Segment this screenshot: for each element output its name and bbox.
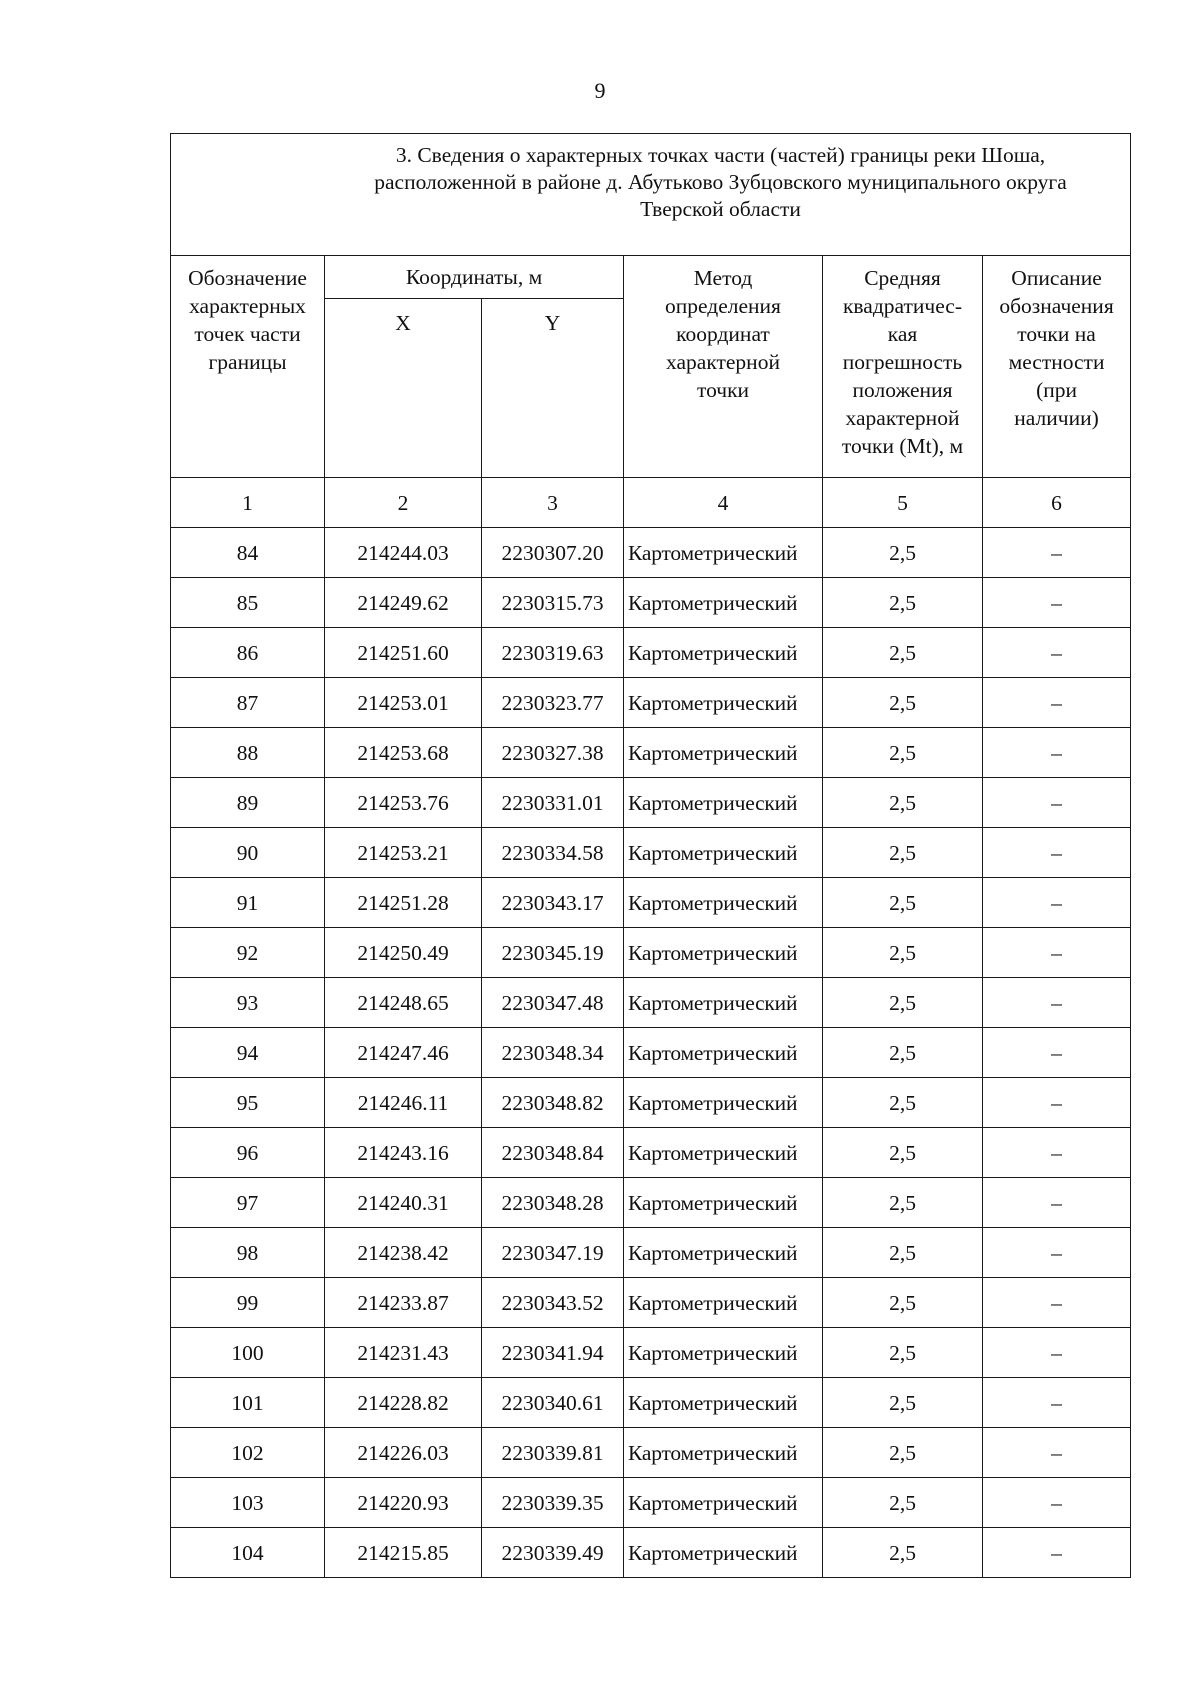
description-cell: – bbox=[983, 978, 1131, 1028]
method-cell: Картометрический bbox=[624, 528, 823, 578]
x-coordinate-cell: 214253.68 bbox=[325, 728, 482, 778]
description-cell: – bbox=[983, 1478, 1131, 1528]
x-coordinate-cell: 214251.28 bbox=[325, 878, 482, 928]
x-coordinate-cell: 214240.31 bbox=[325, 1178, 482, 1228]
y-coordinate-cell: 2230345.19 bbox=[482, 928, 624, 978]
y-coordinate-cell: 2230340.61 bbox=[482, 1378, 624, 1428]
description-cell: – bbox=[983, 1178, 1131, 1228]
point-cell: 104 bbox=[171, 1528, 325, 1578]
point-cell: 90 bbox=[171, 828, 325, 878]
x-coordinate-cell: 214226.03 bbox=[325, 1428, 482, 1478]
description-cell: – bbox=[983, 778, 1131, 828]
y-coordinate-cell: 2230307.20 bbox=[482, 528, 624, 578]
table-row bbox=[171, 1278, 1131, 1328]
description-cell: – bbox=[983, 928, 1131, 978]
description-cell: – bbox=[983, 528, 1131, 578]
header-y: Y bbox=[482, 299, 624, 478]
error-cell: 2,5 bbox=[823, 1228, 983, 1278]
point-cell: 102 bbox=[171, 1428, 325, 1478]
point-cell: 85 bbox=[171, 578, 325, 628]
header-error bbox=[823, 256, 983, 478]
error-cell: 2,5 bbox=[823, 728, 983, 778]
column-number: 1 bbox=[171, 478, 325, 528]
table-row bbox=[171, 878, 1131, 928]
column-number: 5 bbox=[823, 478, 983, 528]
y-coordinate-cell: 2230315.73 bbox=[482, 578, 624, 628]
y-coordinate-cell: 2230348.34 bbox=[482, 1028, 624, 1078]
table-row bbox=[171, 778, 1131, 828]
column-number: 3 bbox=[482, 478, 624, 528]
description-cell: – bbox=[983, 1278, 1131, 1328]
table-row bbox=[171, 1128, 1131, 1178]
point-cell: 99 bbox=[171, 1278, 325, 1328]
description-cell: – bbox=[983, 1528, 1131, 1578]
point-cell: 101 bbox=[171, 1378, 325, 1428]
characteristic-points-table bbox=[170, 133, 1131, 1578]
y-coordinate-cell: 2230334.58 bbox=[482, 828, 624, 878]
header-error-text: Средняя квадратичес- кая погрешность положения характерной точки (Mt), м bbox=[841, 266, 964, 458]
description-cell: – bbox=[983, 1228, 1131, 1278]
table-row bbox=[171, 928, 1131, 978]
table-row bbox=[171, 678, 1131, 728]
table-title-row bbox=[171, 134, 1131, 256]
error-cell: 2,5 bbox=[823, 1278, 983, 1328]
table-row bbox=[171, 978, 1131, 1028]
y-coordinate-cell: 2230347.48 bbox=[482, 978, 624, 1028]
method-cell: Картометрический bbox=[624, 1078, 823, 1128]
description-cell: – bbox=[983, 878, 1131, 928]
method-cell: Картометрический bbox=[624, 1228, 823, 1278]
method-cell: Картометрический bbox=[624, 1378, 823, 1428]
table-title bbox=[171, 134, 1131, 256]
y-coordinate-cell: 2230348.84 bbox=[482, 1128, 624, 1178]
x-coordinate-cell: 214253.76 bbox=[325, 778, 482, 828]
header-description-text: Описание обозначения точки на местности (при наличии) bbox=[999, 266, 1114, 430]
point-cell: 95 bbox=[171, 1078, 325, 1128]
header-method-text: Метод определения координат характерной точки bbox=[665, 266, 781, 402]
table-row bbox=[171, 628, 1131, 678]
header-description bbox=[983, 256, 1131, 478]
table-row bbox=[171, 728, 1131, 778]
method-cell: Картометрический bbox=[624, 728, 823, 778]
method-cell: Картометрический bbox=[624, 678, 823, 728]
header-x: X bbox=[325, 299, 482, 478]
point-cell: 89 bbox=[171, 778, 325, 828]
y-coordinate-cell: 2230339.81 bbox=[482, 1428, 624, 1478]
title-line-3: Тверской области bbox=[640, 197, 801, 221]
table-row bbox=[171, 828, 1131, 878]
table-row bbox=[171, 1378, 1131, 1428]
point-cell: 103 bbox=[171, 1478, 325, 1528]
description-cell: – bbox=[983, 728, 1131, 778]
error-cell: 2,5 bbox=[823, 978, 983, 1028]
point-cell: 97 bbox=[171, 1178, 325, 1228]
method-cell: Картометрический bbox=[624, 1478, 823, 1528]
y-coordinate-cell: 2230339.49 bbox=[482, 1528, 624, 1578]
point-cell: 91 bbox=[171, 878, 325, 928]
error-cell: 2,5 bbox=[823, 1478, 983, 1528]
table-row bbox=[171, 528, 1131, 578]
description-cell: – bbox=[983, 1378, 1131, 1428]
y-coordinate-cell: 2230347.19 bbox=[482, 1228, 624, 1278]
x-coordinate-cell: 214250.49 bbox=[325, 928, 482, 978]
x-coordinate-cell: 214238.42 bbox=[325, 1228, 482, 1278]
x-coordinate-cell: 214247.46 bbox=[325, 1028, 482, 1078]
y-coordinate-cell: 2230327.38 bbox=[482, 728, 624, 778]
y-coordinate-cell: 2230323.77 bbox=[482, 678, 624, 728]
table-row bbox=[171, 1328, 1131, 1378]
method-cell: Картометрический bbox=[624, 1278, 823, 1328]
error-cell: 2,5 bbox=[823, 878, 983, 928]
point-cell: 88 bbox=[171, 728, 325, 778]
method-cell: Картометрический bbox=[624, 1528, 823, 1578]
description-cell: – bbox=[983, 1078, 1131, 1128]
table-row bbox=[171, 578, 1131, 628]
x-coordinate-cell: 214244.03 bbox=[325, 528, 482, 578]
column-numbers-row bbox=[171, 478, 1131, 528]
error-cell: 2,5 bbox=[823, 928, 983, 978]
method-cell: Картометрический bbox=[624, 628, 823, 678]
table-row bbox=[171, 1428, 1131, 1478]
title-line-2: расположенной в районе д. Абутьково Зубцовского муниципального округа bbox=[374, 170, 1067, 194]
page-number: 9 bbox=[594, 78, 606, 103]
x-coordinate-cell: 214251.60 bbox=[325, 628, 482, 678]
column-number: 2 bbox=[325, 478, 482, 528]
header-method bbox=[624, 256, 823, 478]
x-coordinate-cell: 214253.01 bbox=[325, 678, 482, 728]
error-cell: 2,5 bbox=[823, 1078, 983, 1128]
x-coordinate-cell: 214249.62 bbox=[325, 578, 482, 628]
error-cell: 2,5 bbox=[823, 778, 983, 828]
point-cell: 84 bbox=[171, 528, 325, 578]
error-cell: 2,5 bbox=[823, 1178, 983, 1228]
point-cell: 87 bbox=[171, 678, 325, 728]
header-coordinates: Координаты, м bbox=[325, 256, 624, 299]
table-row bbox=[171, 1178, 1131, 1228]
description-cell: – bbox=[983, 628, 1131, 678]
x-coordinate-cell: 214246.11 bbox=[325, 1078, 482, 1128]
y-coordinate-cell: 2230331.01 bbox=[482, 778, 624, 828]
y-coordinate-cell: 2230319.63 bbox=[482, 628, 624, 678]
title-line-1: 3. Сведения о характерных точках части (частей) границы реки Шоша, bbox=[395, 143, 1046, 167]
header-row bbox=[171, 256, 1131, 299]
method-cell: Картометрический bbox=[624, 878, 823, 928]
y-coordinate-cell: 2230348.28 bbox=[482, 1178, 624, 1228]
error-cell: 2,5 bbox=[823, 1128, 983, 1178]
description-cell: – bbox=[983, 578, 1131, 628]
error-cell: 2,5 bbox=[823, 628, 983, 678]
description-cell: – bbox=[983, 828, 1131, 878]
y-coordinate-cell: 2230348.82 bbox=[482, 1078, 624, 1128]
header-point-designation bbox=[171, 256, 325, 478]
column-number: 6 bbox=[983, 478, 1131, 528]
method-cell: Картометрический bbox=[624, 1128, 823, 1178]
table-row bbox=[171, 1078, 1131, 1128]
error-cell: 2,5 bbox=[823, 1428, 983, 1478]
description-cell: – bbox=[983, 678, 1131, 728]
description-cell: – bbox=[983, 1428, 1131, 1478]
error-cell: 2,5 bbox=[823, 578, 983, 628]
x-coordinate-cell: 214253.21 bbox=[325, 828, 482, 878]
method-cell: Картометрический bbox=[624, 578, 823, 628]
x-coordinate-cell: 214233.87 bbox=[325, 1278, 482, 1328]
point-cell: 92 bbox=[171, 928, 325, 978]
error-cell: 2,5 bbox=[823, 678, 983, 728]
point-cell: 98 bbox=[171, 1228, 325, 1278]
method-cell: Картометрический bbox=[624, 1028, 823, 1078]
point-cell: 93 bbox=[171, 978, 325, 1028]
y-coordinate-cell: 2230339.35 bbox=[482, 1478, 624, 1528]
method-cell: Картометрический bbox=[624, 1328, 823, 1378]
error-cell: 2,5 bbox=[823, 528, 983, 578]
method-cell: Картометрический bbox=[624, 978, 823, 1028]
y-coordinate-cell: 2230343.52 bbox=[482, 1278, 624, 1328]
header-point-designation-text: Обозначение характерных точек части границы bbox=[188, 266, 307, 374]
table-row bbox=[171, 1028, 1131, 1078]
table-row bbox=[171, 1478, 1131, 1528]
description-cell: – bbox=[983, 1328, 1131, 1378]
table-row bbox=[171, 1228, 1131, 1278]
error-cell: 2,5 bbox=[823, 1378, 983, 1428]
x-coordinate-cell: 214243.16 bbox=[325, 1128, 482, 1178]
method-cell: Картометрический bbox=[624, 828, 823, 878]
error-cell: 2,5 bbox=[823, 1028, 983, 1078]
y-coordinate-cell: 2230343.17 bbox=[482, 878, 624, 928]
x-coordinate-cell: 214231.43 bbox=[325, 1328, 482, 1378]
error-cell: 2,5 bbox=[823, 1328, 983, 1378]
description-cell: – bbox=[983, 1028, 1131, 1078]
point-cell: 86 bbox=[171, 628, 325, 678]
x-coordinate-cell: 214215.85 bbox=[325, 1528, 482, 1578]
method-cell: Картометрический bbox=[624, 1178, 823, 1228]
x-coordinate-cell: 214248.65 bbox=[325, 978, 482, 1028]
table-row bbox=[171, 1528, 1131, 1578]
y-coordinate-cell: 2230341.94 bbox=[482, 1328, 624, 1378]
column-number: 4 bbox=[624, 478, 823, 528]
method-cell: Картометрический bbox=[624, 778, 823, 828]
point-cell: 94 bbox=[171, 1028, 325, 1078]
points-table-body bbox=[171, 134, 1131, 1578]
x-coordinate-cell: 214228.82 bbox=[325, 1378, 482, 1428]
x-coordinate-cell: 214220.93 bbox=[325, 1478, 482, 1528]
point-cell: 100 bbox=[171, 1328, 325, 1378]
method-cell: Картометрический bbox=[624, 928, 823, 978]
error-cell: 2,5 bbox=[823, 1528, 983, 1578]
point-cell: 96 bbox=[171, 1128, 325, 1178]
method-cell: Картометрический bbox=[624, 1428, 823, 1478]
error-cell: 2,5 bbox=[823, 828, 983, 878]
description-cell: – bbox=[983, 1128, 1131, 1178]
